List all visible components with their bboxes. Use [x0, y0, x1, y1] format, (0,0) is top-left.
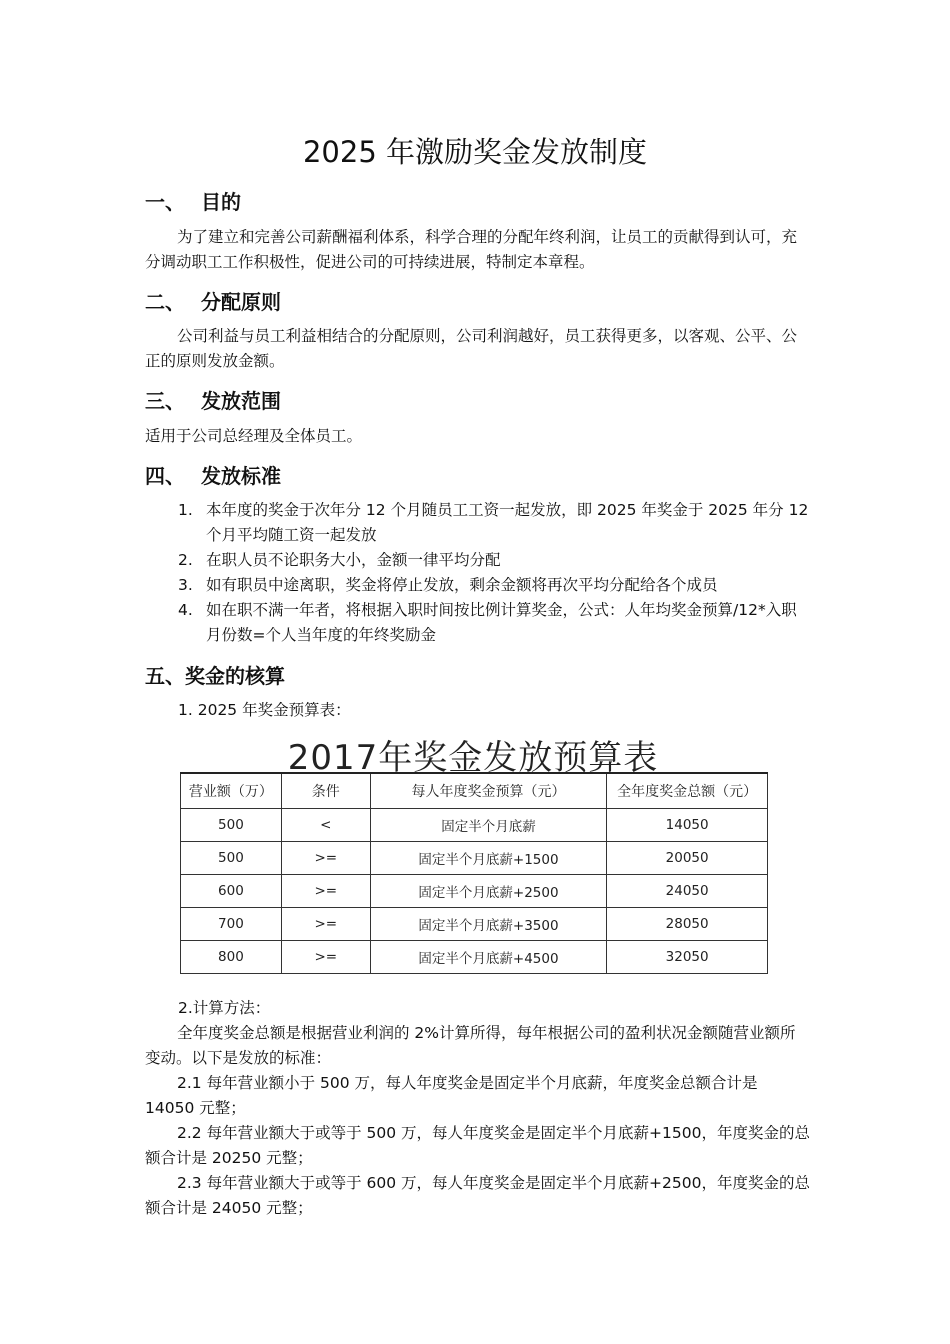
- list-item: [178, 498, 810, 548]
- section-title: 发放标准: [201, 464, 281, 488]
- table-cell: 固定半个月底薪+2500: [370, 875, 607, 908]
- purpose-paragraph: 为了建立和完善公司薪酬福利体系，科学合理的分配年终利润，让员工的贡献得到认可，充分调动职工工作积极性，促进公司的可持续进展，特制定本章程。: [145, 228, 798, 271]
- table-cell: <: [281, 809, 370, 842]
- table-header-row: [181, 773, 768, 809]
- method-intro: 全年度奖金总额是根据营业利润的 2%计算所得，每年根据公司的盈利状况金额随营业额所变动。以下是发放的标准：: [145, 1024, 796, 1067]
- section-heading-principle: [145, 286, 281, 315]
- section-title: 目的: [201, 190, 241, 214]
- list-item: [178, 598, 810, 648]
- section-number: 二、: [145, 290, 185, 314]
- list-item-text: 如有职员中途离职，奖金将停止发放，剩余金额将再次平均分配给各个成员: [206, 576, 718, 594]
- section-number: 四、: [145, 464, 185, 488]
- section-heading-purpose: [145, 186, 241, 215]
- table-cell: 500: [181, 842, 282, 875]
- table-cell: 700: [181, 908, 282, 941]
- table-cell: >=: [281, 842, 370, 875]
- list-item-text: 本年度的奖金于次年分 12 个月随员工工资一起发放，即 2025 年奖金于 2025 年分 12 个月平均随工资一起发放: [206, 501, 809, 544]
- table-header-cell: 营业额（万）: [181, 773, 282, 809]
- table-cell: 固定半个月底薪+4500: [370, 941, 607, 974]
- section-heading-accounting: [145, 660, 285, 689]
- table-cell: 28050: [607, 908, 768, 941]
- standards-list: [178, 498, 810, 648]
- table-row: [181, 809, 768, 842]
- table-cell: >=: [281, 875, 370, 908]
- budget-table: [180, 772, 768, 974]
- table-header-cell: 条件: [281, 773, 370, 809]
- table-row: [181, 908, 768, 941]
- list-item-text: 如在职不满一年者，将根据入职时间按比例计算奖金，公式：人年均奖金预算/12*入职月份数=个人当年度的年终奖励金: [206, 601, 797, 644]
- method-item: 2.3 每年营业额大于或等于 600 万，每人年度奖金是固定半个月底薪+2500，年度奖金的总额合计是 24050 元整；: [145, 1174, 810, 1217]
- list-number: 4.: [178, 601, 193, 619]
- list-item: [178, 573, 810, 598]
- list-item-text: 在职人员不论职务大小，金额一律平均分配: [206, 551, 501, 569]
- table-cell: 固定半个月底薪: [370, 809, 607, 842]
- table-row: [181, 941, 768, 974]
- list-number: 1.: [178, 501, 193, 519]
- table-cell: 固定半个月底薪+1500: [370, 842, 607, 875]
- page-title: 2025 年激励奖金发放制度: [302, 135, 648, 169]
- section-heading-standards: [145, 460, 281, 489]
- section-title: 分配原则: [201, 290, 281, 314]
- section-title: 五、奖金的核算: [145, 664, 285, 688]
- table-cell: 600: [181, 875, 282, 908]
- list-item: [178, 548, 810, 573]
- budget-table-label: 1. 2025 年奖金预算表：: [178, 701, 351, 719]
- section-number: 三、: [145, 389, 185, 413]
- table-header-cell: 全年度奖金总额（元）: [607, 773, 768, 809]
- list-number: 2.: [178, 551, 193, 569]
- scope-paragraph: 适用于公司总经理及全体员工。: [145, 427, 363, 445]
- section-heading-scope: [145, 385, 281, 414]
- table-cell: >=: [281, 941, 370, 974]
- list-number: 3.: [178, 576, 193, 594]
- budget-table-image: [178, 720, 768, 976]
- method-item: 2.1 每年营业额小于 500 万，每人年度奖金是固定半个月底薪，年度奖金总额合计是 14050 元整；: [145, 1074, 758, 1117]
- section-number: 一、: [145, 190, 185, 214]
- method-label: 2.计算方法：: [178, 999, 271, 1017]
- table-cell: 500: [181, 809, 282, 842]
- table-cell: 24050: [607, 875, 768, 908]
- table-row: [181, 842, 768, 875]
- table-cell: 800: [181, 941, 282, 974]
- principle-paragraph: 公司利益与员工利益相结合的分配原则，公司利润越好，员工获得更多，以客观、公平、公正的原则发放金额。: [145, 327, 798, 370]
- table-cell: >=: [281, 908, 370, 941]
- section-title: 发放范围: [201, 389, 281, 413]
- table-cell: 14050: [607, 809, 768, 842]
- table-row: [181, 875, 768, 908]
- budget-table-title: 2017年奖金发放预算表: [287, 738, 659, 778]
- table-cell: 20050: [607, 842, 768, 875]
- table-header-cell: 每人年度奖金预算（元）: [370, 773, 607, 809]
- table-cell: 32050: [607, 941, 768, 974]
- table-cell: 固定半个月底薪+3500: [370, 908, 607, 941]
- method-item: 2.2 每年营业额大于或等于 500 万，每人年度奖金是固定半个月底薪+1500，年度奖金的总额合计是 20250 元整；: [145, 1124, 810, 1167]
